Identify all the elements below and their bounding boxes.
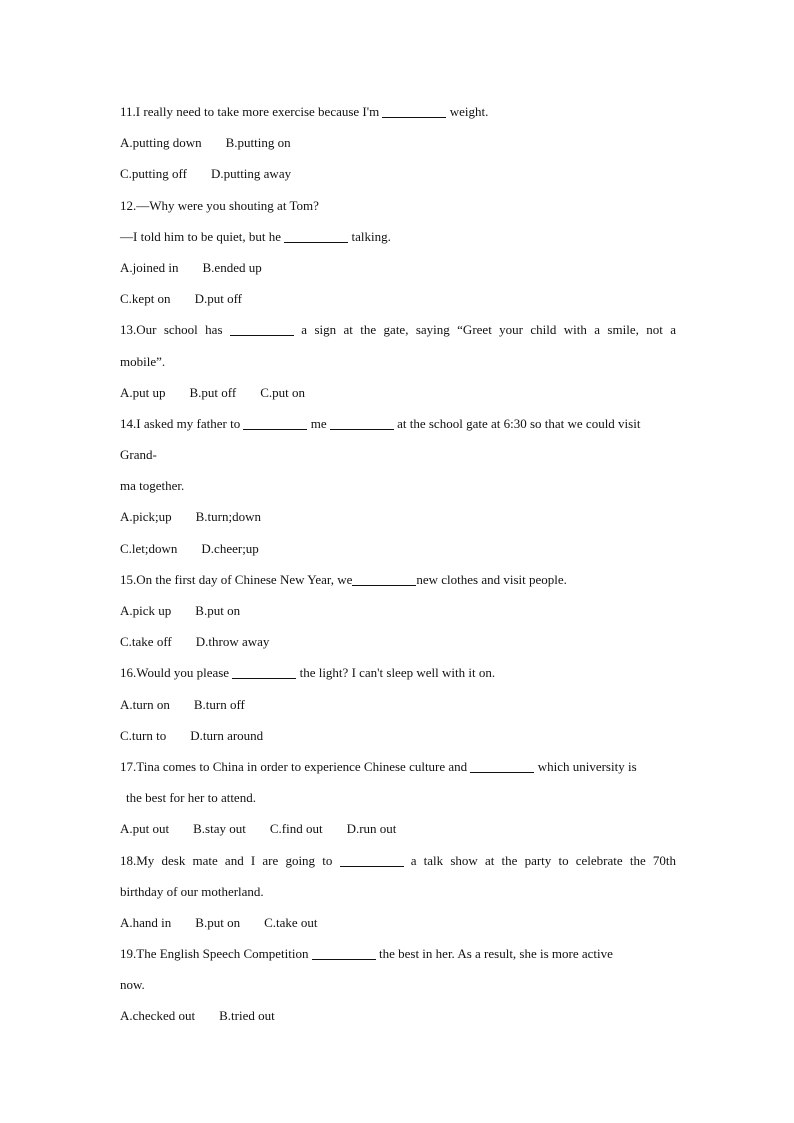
- option[interactable]: D.throw away: [195, 634, 270, 650]
- options-row: [120, 689, 676, 720]
- question-16: 16.Would you please the light? I can't sleep well with it on.: [120, 665, 496, 681]
- option[interactable]: A.putting down: [120, 135, 202, 151]
- options-row: [120, 907, 676, 938]
- question-line: birthday of our motherland.: [120, 883, 264, 899]
- options-row: [120, 720, 676, 751]
- question-line: ma together.: [120, 478, 185, 494]
- question-14: 14.I asked my father to me at the school gate at 6:30 so that we could visit: [120, 415, 641, 431]
- answer-blank[interactable]: [230, 323, 294, 336]
- option[interactable]: D.cheer;up: [201, 540, 259, 556]
- answer-blank[interactable]: [243, 417, 307, 430]
- option[interactable]: B.turn;down: [195, 509, 262, 525]
- option[interactable]: B.put on: [195, 603, 241, 618]
- option[interactable]: B.putting on: [225, 135, 291, 151]
- answer-blank[interactable]: [340, 854, 404, 867]
- options-row: [120, 377, 676, 408]
- question-line: mobile”.: [120, 353, 166, 369]
- options-row: [120, 252, 676, 283]
- option[interactable]: A.put out: [120, 821, 170, 837]
- question-19: 19.The English Speech Competition the best in her. As a result, she is more active: [120, 946, 613, 962]
- question-line: now.: [120, 977, 145, 993]
- question-line: —I told him to be quiet, but he talking.: [120, 228, 391, 244]
- option[interactable]: D.putting away: [210, 166, 292, 182]
- option[interactable]: D.turn around: [190, 727, 264, 743]
- option[interactable]: C.putting off: [120, 166, 187, 182]
- option[interactable]: C.take off: [120, 634, 172, 650]
- option[interactable]: C.take out: [264, 914, 318, 930]
- option[interactable]: C.let;down: [120, 540, 178, 556]
- question-17: 17.Tina comes to China in order to experience Chinese culture and which university is: [120, 758, 637, 774]
- question-11: 11.I really need to take more exercise because I'm weight.: [120, 104, 489, 119]
- option[interactable]: B.put off: [189, 384, 237, 400]
- option[interactable]: C.kept on: [120, 291, 171, 307]
- question-18: 18.My desk mate and I are going to a talk show at the party to celebrate the 70th: [120, 852, 677, 868]
- options-row: [120, 1000, 676, 1031]
- options-row: [120, 813, 676, 844]
- document-page: [120, 96, 676, 1032]
- option[interactable]: C.turn to: [120, 727, 167, 743]
- option[interactable]: C.put on: [260, 384, 306, 400]
- question-line: Grand-: [120, 447, 157, 463]
- question-13: 13.Our school has a sign at the gate, saying “Greet your child with a smile, not a: [120, 322, 677, 338]
- option[interactable]: A.pick up: [120, 603, 172, 618]
- option[interactable]: B.put on: [195, 914, 241, 930]
- option[interactable]: A.joined in: [120, 259, 179, 275]
- options-row: [120, 626, 676, 657]
- option[interactable]: B.tried out: [219, 1008, 275, 1024]
- option[interactable]: A.hand in: [120, 914, 172, 930]
- options-row: [120, 533, 676, 564]
- answer-blank[interactable]: [330, 417, 394, 430]
- answer-blank[interactable]: [382, 105, 446, 118]
- options-row: [120, 283, 676, 314]
- option[interactable]: A.pick;up: [120, 509, 172, 525]
- answer-blank[interactable]: [352, 573, 416, 586]
- option[interactable]: B.ended up: [202, 259, 262, 275]
- options-row: [120, 595, 676, 626]
- question-12: 12.—Why were you shouting at Tom?: [120, 197, 319, 213]
- option[interactable]: A.put up: [120, 384, 166, 400]
- option[interactable]: A.turn on: [120, 696, 170, 712]
- answer-blank[interactable]: [232, 666, 296, 679]
- answer-blank[interactable]: [470, 760, 534, 773]
- answer-blank[interactable]: [312, 947, 376, 960]
- option[interactable]: C.find out: [269, 821, 323, 837]
- option[interactable]: D.put off: [194, 291, 242, 307]
- option[interactable]: A.checked out: [120, 1008, 196, 1024]
- answer-blank[interactable]: [284, 230, 348, 243]
- question-15: 15.On the first day of Chinese New Year, we new clothes and visit people.: [120, 571, 567, 587]
- options-row: [120, 158, 676, 189]
- options-row: [120, 127, 676, 158]
- option[interactable]: B.stay out: [193, 821, 246, 837]
- option[interactable]: B.turn off: [193, 696, 245, 712]
- options-row: [120, 501, 676, 532]
- option[interactable]: D.run out: [346, 821, 397, 837]
- question-line: the best for her to attend.: [126, 790, 256, 806]
